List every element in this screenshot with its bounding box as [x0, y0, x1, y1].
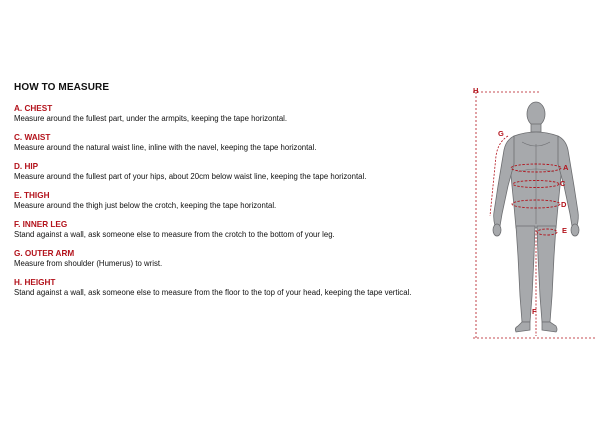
- section-heading: A. CHEST: [14, 104, 53, 113]
- label-g: G: [498, 129, 504, 138]
- section-heading: E. THIGH: [14, 191, 50, 200]
- section-heading: D. HIP: [14, 162, 39, 171]
- guide-title: HOW TO MEASURE: [14, 82, 110, 93]
- section-outer-arm: [14, 249, 454, 269]
- section-text: Measure around the natural waist line, inline with the navel, keeping the tape horizontal.: [14, 143, 317, 152]
- label-c: C: [560, 179, 566, 188]
- label-f: F: [532, 307, 537, 316]
- section-heading: F. INNER LEG: [14, 220, 68, 229]
- label-h: H: [473, 86, 479, 95]
- label-d: D: [561, 200, 567, 209]
- label-e: E: [562, 226, 568, 235]
- section-text: Measure around the fullest part of your hips, about 20cm below waist line, keeping the tape horizontal.: [14, 172, 367, 181]
- section-text: Stand against a wall, ask someone else to measure from the crotch to the bottom of your leg.: [14, 230, 335, 239]
- section-heading: C. WAIST: [14, 133, 51, 142]
- section-thigh: [14, 191, 454, 211]
- section-text: Measure from shoulder (Humerus) to wrist.: [14, 259, 163, 268]
- section-text: Stand against a wall, ask someone else to measure from the floor to the top of your head, keeping the tape vertical.: [14, 288, 412, 297]
- section-chest: [14, 104, 454, 124]
- label-a: A: [563, 163, 569, 172]
- section-text: Measure around the thigh just below the crotch, keeping the tape horizontal.: [14, 201, 277, 210]
- section-hip: [14, 162, 454, 182]
- section-waist: [14, 133, 454, 153]
- section-heading: G. OUTER ARM: [14, 249, 75, 258]
- section-height: [14, 278, 454, 298]
- body-measurement-figure: [470, 86, 600, 346]
- section-text: Measure around the fullest part, under the armpits, keeping the tape horizontal.: [14, 114, 288, 123]
- measure-guide: [14, 82, 454, 307]
- section-heading: H. HEIGHT: [14, 278, 56, 287]
- section-inner-leg: [14, 220, 454, 240]
